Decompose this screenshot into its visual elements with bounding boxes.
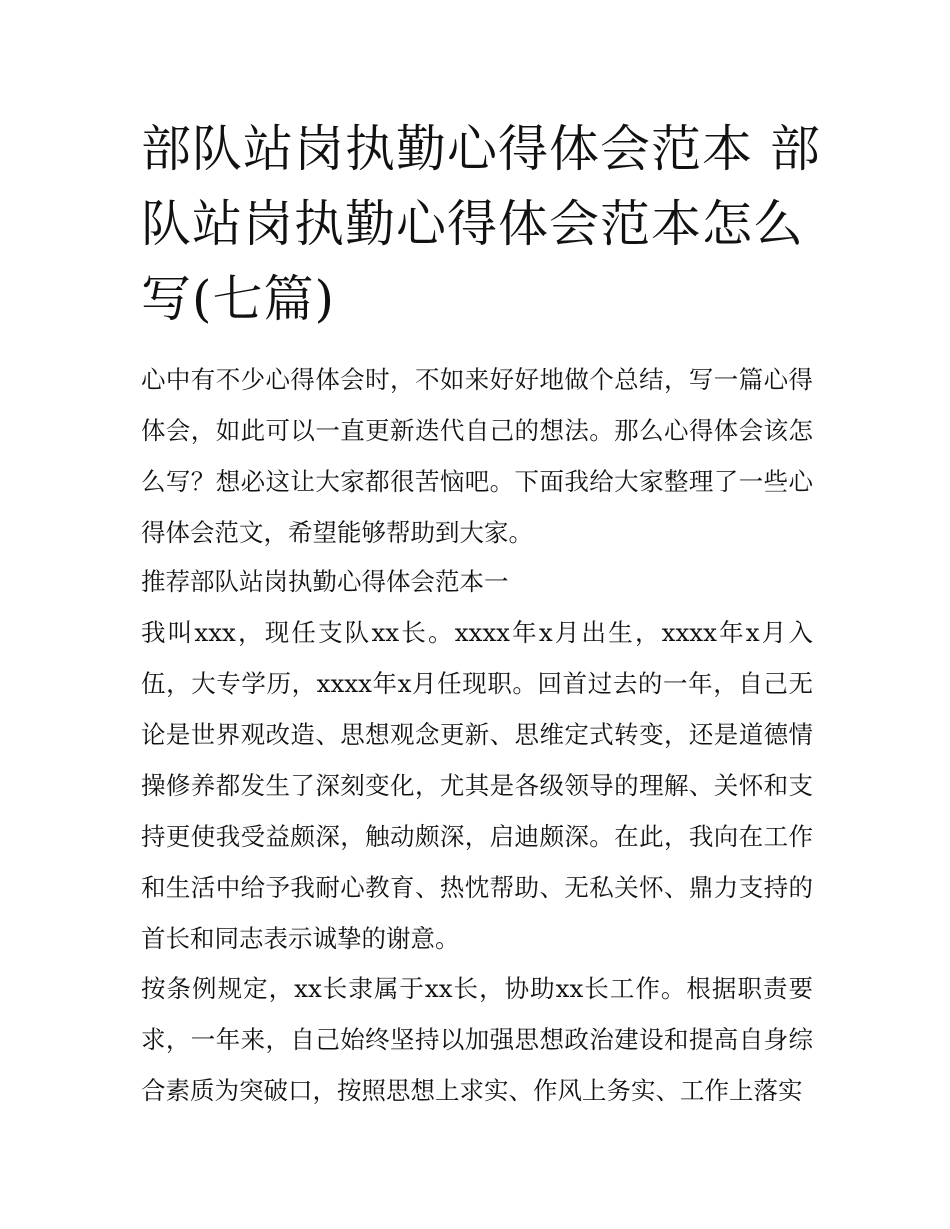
intro-paragraph: 心中有不少心得体会时，不如来好好地做个总结，写一篇心得体会，如此可以一直更新迭代自己的想法。那么心得体会该怎么写？想必这让大家都很苦恼吧。下面我给大家整理了一些心得体会范文，希望能够帮助到大家。 <box>141 365 813 547</box>
body-paragraph-2: 按条例规定，xx长隶属于xx长，协助xx长工作。根据职责要求，一年来，自己始终坚持以加强思想政治建设和提高自身综合素质为突破口，按照思想上求实、作风上务实、工作上落实 <box>141 974 813 1105</box>
body-paragraph-1: 我叫xxx，现任支队xx长。xxxx年x月出生，xxxx年x月入伍，大专学历，xxxx年x月任现职。回首过去的一年，自己无论是世界观改造、思想观念更新、思维定式转变，还是道德情操修养都发生了深刻变化，尤其是各级领导的理解、关怀和支持更使我受益颇深，触动颇深，启迪颇深。在此，我向在工作和生活中给予我耐心教育、热忱帮助、无私关怀、鼎力支持的首长和同志表示诚挚的谢意。 <box>141 618 813 953</box>
section-heading: 推荐部队站岗执勤心得体会范本一 <box>141 567 509 596</box>
document-title: 部队站岗执勤心得体会范本 部队站岗执勤心得体会范本怎么写(七篇) <box>141 120 821 328</box>
